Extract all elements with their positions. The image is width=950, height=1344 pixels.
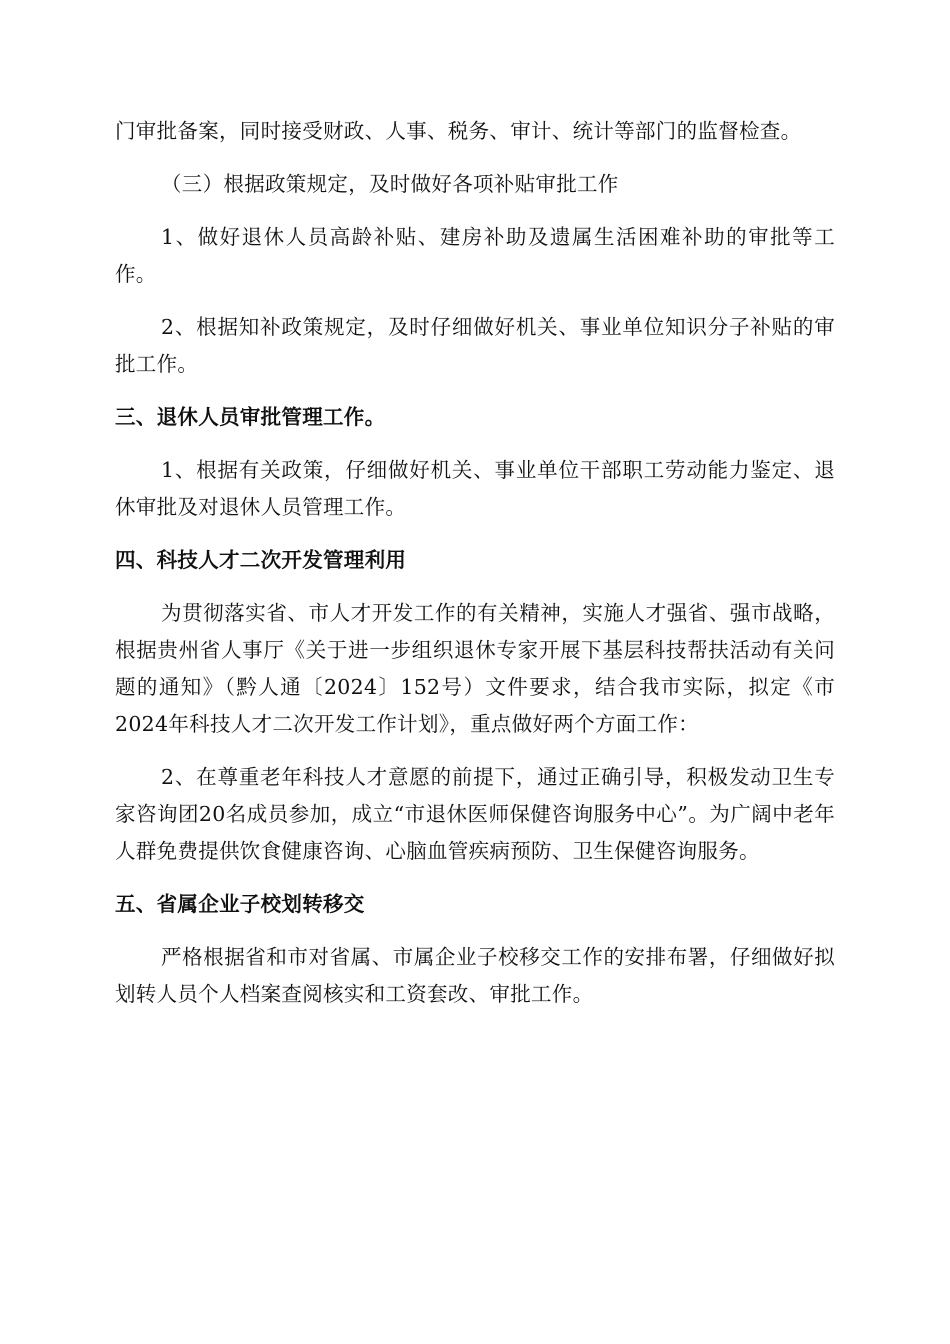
- paragraph-subsidy-1: 1、做好退休人员高龄补贴、建房补助及遗属生活困难补助的审批等工作。: [115, 225, 835, 286]
- section-heading-5: 五、省属企业子校划转移交: [115, 892, 365, 916]
- subsection-heading-3: （三）根据政策规定，及时做好各项补贴审批工作: [161, 172, 619, 196]
- paragraph-retirement-1: 1、根据有关政策，仔细做好机关、事业单位干部职工劳动能力鉴定、退休审批及对退休人员管理工作。: [115, 458, 835, 519]
- paragraph-continuation: 门审批备案，同时接受财政、人事、税务、审计、统计等部门的监督检查。: [115, 119, 802, 143]
- section-heading-3: 三、退休人员审批管理工作。: [115, 405, 386, 429]
- document-page: [115, 113, 835, 1013]
- paragraph-talent-2: 2、在尊重老年科技人才意愿的前提下，通过正确引导，积极发动卫生专家咨询团20名成员参加，成立“市退休医师保健咨询服务中心”。为广阔中老年人群免费提供饮食健康咨询、心脑血管疾病预防、卫生保健咨询服务。: [115, 765, 835, 863]
- paragraph-subsidy-2: 2、根据知补政策规定，及时仔细做好机关、事业单位知识分子补贴的审批工作。: [115, 315, 835, 376]
- section-heading-4: 四、科技人才二次开发管理利用: [115, 548, 407, 572]
- paragraph-talent-intro: 为贯彻落实省、市人才开发工作的有关精神，实施人才强省、强市战略，根据贵州省人事厅《关于进一步组织退休专家开展下基层科技帮扶活动有关问题的通知》（黔人通〔2024〕152号）文件要求，结合我市实际，拟定《市2024年科技人才二次开发工作计划》，重点做好两个方面工作：: [115, 601, 835, 736]
- paragraph-school-transfer: 严格根据省和市对省属、市属企业子校移交工作的安排布署，仔细做好拟划转人员个人档案查阅核实和工资套改、审批工作。: [115, 945, 835, 1006]
